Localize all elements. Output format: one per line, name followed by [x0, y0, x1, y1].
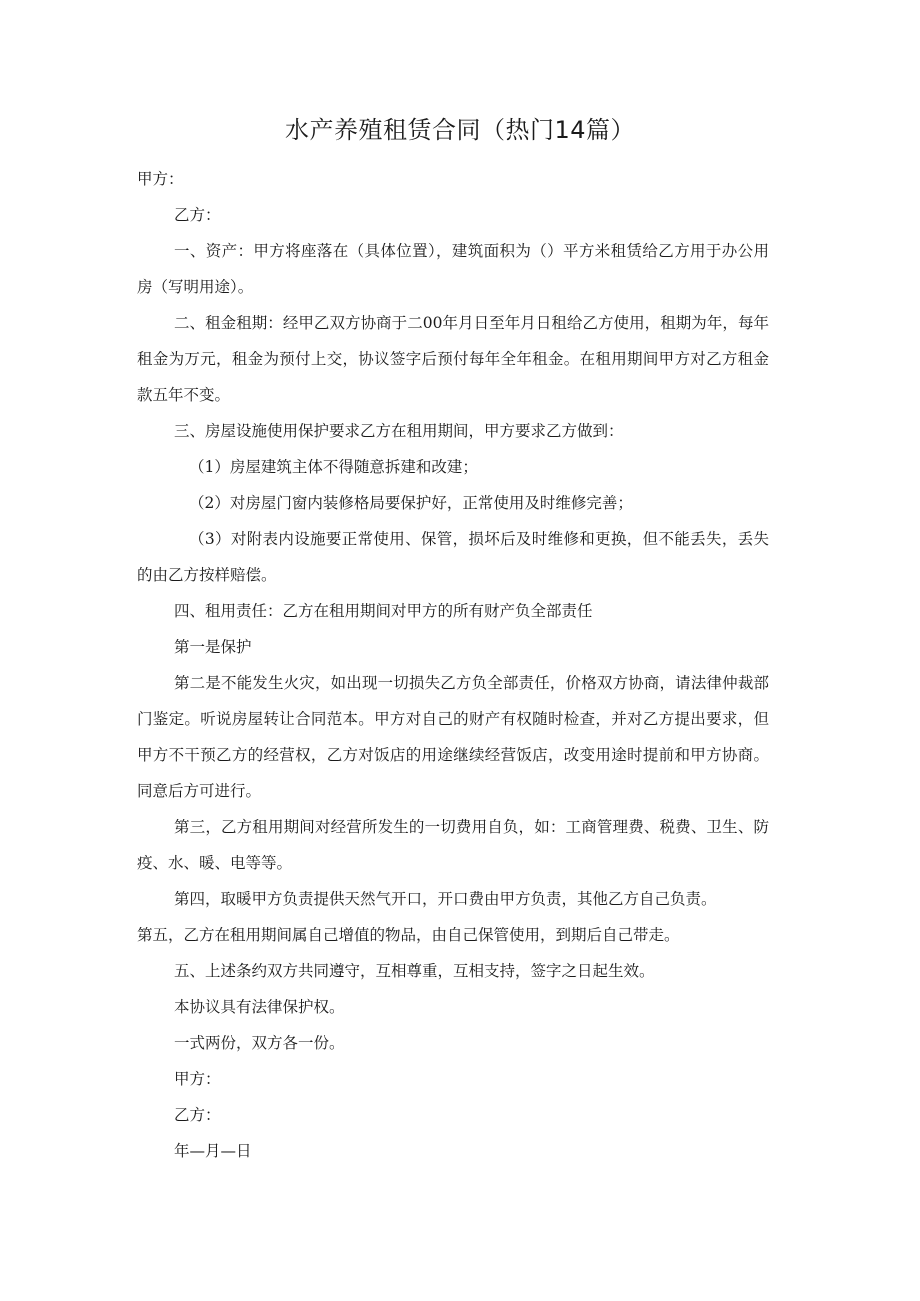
paragraph: 第二是不能发生火灾，如出现一切损失乙方负全部责任，价格双方协商，请法律仲裁部门鉴定。听说房屋转让合同范本。甲方对自己的财产有权随时检查，并对乙方提出要求，但甲方不干预乙方的经营权，乙方对饭店的用途继续经营饭店，改变用途时提前和甲方协商。同意后方可进行。 [137, 674, 769, 800]
paragraph: 乙方： [174, 1106, 221, 1124]
paragraph: （3）对附表内设施要正常使用、保管，损坏后及时维修和更换，但不能丢失，丢失的由乙方按样赔偿。 [137, 530, 769, 584]
paragraph: （2）对房屋门窗内装修格局要保护好，正常使用及时维修完善； [189, 494, 633, 512]
document-body [137, 161, 769, 1169]
paragraph: 年—月—日 [174, 1142, 252, 1160]
paragraph: 第五，乙方在租用期间属自己增值的物品，由自己保管使用，到期后自己带走。 [137, 926, 680, 944]
paragraph: 甲方： [137, 170, 184, 188]
paragraph: 二、租金租期：经甲乙双方协商于二00年月日至年月日租给乙方使用，租期为年，每年租金为万元，租金为预付上交，协议签字后预付每年全年租金。在租用期间甲方对乙方租金款五年不变。 [137, 314, 769, 404]
paragraph: 甲方： [174, 1070, 221, 1088]
paragraph: 一式两份，双方各一份。 [174, 1034, 345, 1052]
paragraph: 本协议具有法律保护权。 [174, 998, 345, 1016]
paragraph: 四、租用责任：乙方在租用期间对甲方的所有财产负全部责任 [174, 602, 593, 620]
paragraph: 三、房屋设施使用保护要求乙方在租用期间，甲方要求乙方做到： [174, 422, 624, 440]
paragraph: 第一是保护 [174, 638, 252, 656]
paragraph: 乙方： [174, 206, 221, 224]
paragraph: 第三，乙方租用期间对经营所发生的一切费用自负，如：工商管理费、税费、卫生、防疫、水、暖、电等等。 [137, 818, 769, 872]
paragraph: 五、上述条约双方共同遵守，互相尊重，互相支持，签字之日起生效。 [174, 962, 655, 980]
paragraph: 第四，取暖甲方负责提供天然气开口，开口费由甲方负责，其他乙方自己负责。 [174, 890, 717, 908]
paragraph: 一、资产：甲方将座落在（具体位置），建筑面积为（）平方米租赁给乙方用于办公用房（写明用途）。 [137, 242, 769, 296]
document-title: 水产养殖租赁合同（热门14篇） [284, 116, 636, 144]
paragraph: （1）房屋建筑主体不得随意拆建和改建； [189, 458, 478, 476]
